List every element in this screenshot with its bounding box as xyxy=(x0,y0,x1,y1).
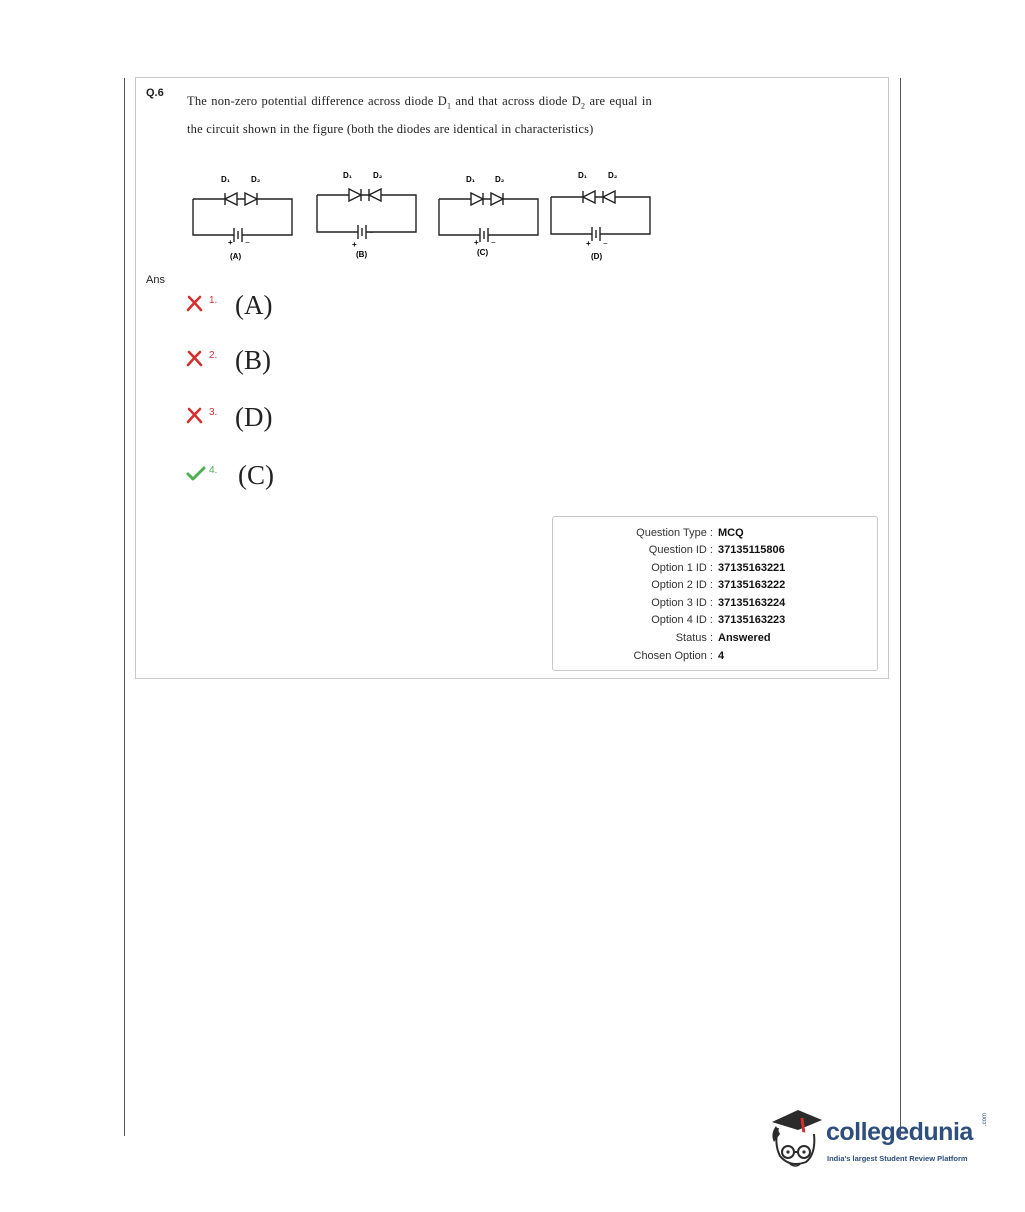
svg-text:+: + xyxy=(586,239,591,248)
option-text: (C) xyxy=(238,460,274,490)
diode-label-d2: D₂ xyxy=(608,171,618,180)
info-row-option-3-id: Option 3 ID : 37135163224 xyxy=(651,597,786,609)
page-right-rule xyxy=(900,78,901,1136)
cross-icon xyxy=(186,407,203,424)
diode-label-d1: D₁ xyxy=(578,171,588,180)
diode-d1 xyxy=(225,193,237,205)
svg-text:−: − xyxy=(603,239,608,248)
diode-label-d1: D₁ xyxy=(221,175,231,184)
circuit-a xyxy=(188,166,298,266)
info-row-status: Status : Answered xyxy=(675,632,771,644)
cross-icon xyxy=(186,295,203,312)
option-text: (A) xyxy=(235,290,273,320)
question-number: Q.6 xyxy=(146,87,164,99)
question-info-panel xyxy=(552,516,878,671)
logo-domain-suffix: .com xyxy=(982,1112,988,1126)
circuit-b xyxy=(312,166,422,266)
svg-text:+: + xyxy=(228,238,233,247)
info-row-question-id: Question ID : 37135115806 xyxy=(648,544,785,556)
battery xyxy=(234,228,242,242)
logo-wordmark: collegedunia xyxy=(826,1118,973,1146)
diode-d2 xyxy=(369,189,381,201)
option-number: 3. xyxy=(209,407,218,418)
info-row-option-4-id: Option 4 ID : 37135163223 xyxy=(651,614,786,626)
svg-text:+: + xyxy=(474,238,479,247)
option-number: 2. xyxy=(209,350,218,361)
diode-label-d2: D₂ xyxy=(373,171,383,180)
circuit-d xyxy=(546,166,656,266)
svg-text:−: − xyxy=(491,238,496,247)
battery xyxy=(592,227,600,241)
circuit-c xyxy=(434,166,544,266)
diode-d1 xyxy=(583,191,595,203)
check-icon xyxy=(186,465,206,482)
page-left-rule xyxy=(124,78,125,1136)
battery xyxy=(480,228,488,242)
diode-label-d1: D₁ xyxy=(466,175,476,184)
question-text: The non-zero potential difference across diode $D_1$ and that across diode $D_2$ are equal in the circuit shown in the figure (both the diodes are identical in characteristics) xyxy=(187,94,652,136)
info-row-option-1-id: Option 1 ID : 37135163221 xyxy=(651,562,786,574)
answer-label: Ans xyxy=(146,274,165,286)
logo-tagline: India's largest Student Review Platform xyxy=(827,1154,968,1163)
cross-icon xyxy=(186,350,203,367)
option-text: (B) xyxy=(235,345,271,375)
diode-d1 xyxy=(349,189,361,201)
circuit-label: (D) xyxy=(591,252,603,261)
svg-text:+: + xyxy=(352,240,357,249)
diode-d1 xyxy=(471,193,483,205)
option-number: 1. xyxy=(209,295,218,306)
diode-label-d1: D₁ xyxy=(343,171,353,180)
diode-d2 xyxy=(603,191,615,203)
diode-label-d2: D₂ xyxy=(251,175,261,184)
battery xyxy=(358,225,366,239)
diode-d2 xyxy=(245,193,257,205)
circuit-label: (A) xyxy=(230,252,242,261)
diode-label-d2: D₂ xyxy=(495,175,505,184)
svg-text:−: − xyxy=(369,228,374,237)
info-row-chosen-option: Chosen Option : 4 xyxy=(633,650,725,662)
info-row-question-type: Question Type : MCQ xyxy=(636,527,744,539)
circuit-label: (B) xyxy=(356,250,368,259)
info-row-option-2-id: Option 2 ID : 37135163222 xyxy=(651,579,786,591)
circuit-label: (C) xyxy=(477,248,489,257)
collegedunia-mascot-icon xyxy=(766,1104,826,1176)
option-number: 4. xyxy=(209,465,218,476)
option-text: (D) xyxy=(235,402,273,432)
svg-text:−: − xyxy=(245,238,250,247)
diode-d2 xyxy=(491,193,503,205)
